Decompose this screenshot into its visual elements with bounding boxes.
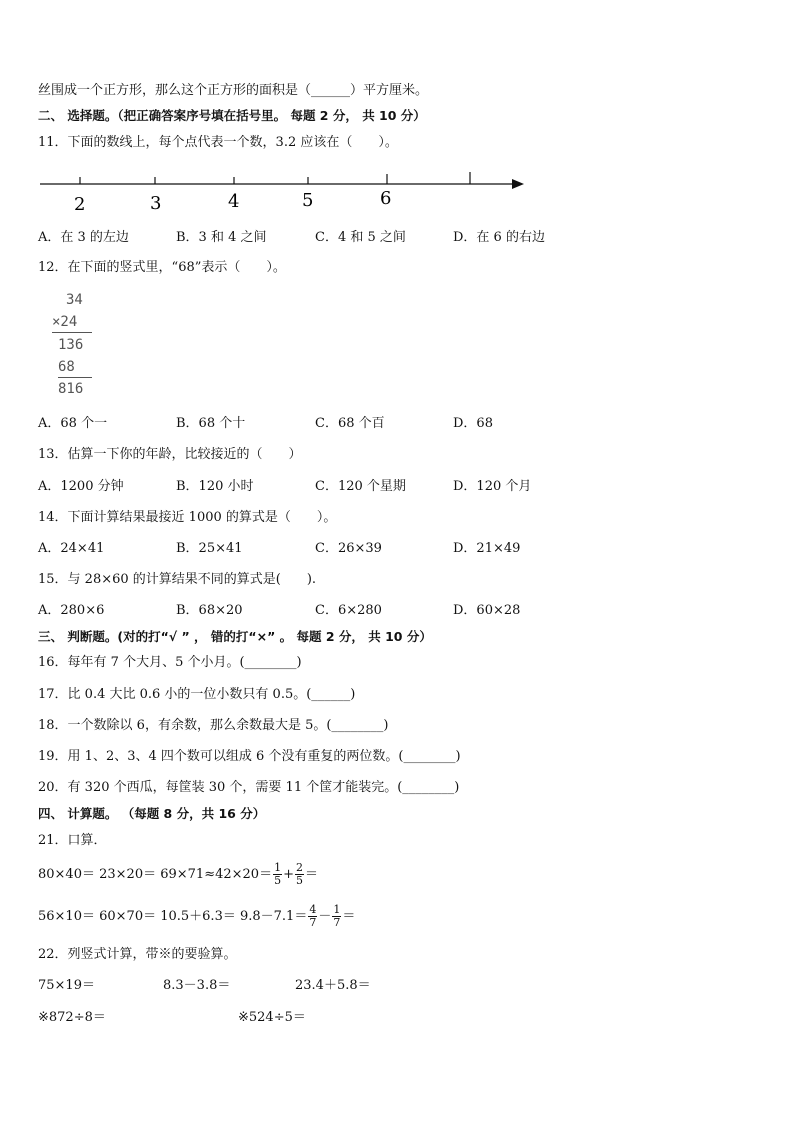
fraction-numerator: 2 xyxy=(295,861,303,874)
q22-item: 8.3－3.8＝ xyxy=(163,978,231,993)
q15-option-b: B．68×20 xyxy=(176,603,243,618)
fraction-denominator: 5 xyxy=(295,874,303,887)
section-2-heading: 二、 选择题。（把正确答案序号填在括号里。 每题 2 分， 共 10 分） xyxy=(38,108,426,123)
fraction xyxy=(295,862,304,887)
fraction xyxy=(308,904,317,929)
number-line-label: 5 xyxy=(302,190,314,211)
q11-option-b: B．3 和 4 之间 xyxy=(176,230,267,245)
q13-option-b: B．120 小时 xyxy=(176,479,254,494)
question-18: 18．一个数除以 6，有余数，那么余数最大是 5。(________) xyxy=(38,718,389,733)
equals: ＝ xyxy=(304,867,318,882)
question-16: 16．每年有 7 个大月、5 个小月。(________) xyxy=(38,655,302,670)
question-22: 22．列竖式计算，带※的要验算。 xyxy=(38,947,237,962)
operator: － xyxy=(318,909,332,924)
fraction xyxy=(273,862,282,887)
q21-row-2 xyxy=(38,904,355,930)
q13-option-d: D．120 个月 xyxy=(453,479,532,494)
number-line-label: 4 xyxy=(228,191,240,212)
section-3-heading: 三、 判断题。(对的打“√ ” ， 错的打“×” 。 每题 2 分， 共 10 分） xyxy=(38,629,432,644)
vertical-row: ×24 xyxy=(52,314,78,330)
q15-option-d: D．60×28 xyxy=(453,603,521,618)
question-21: 21．口算． xyxy=(38,833,107,848)
fraction-numerator: 1 xyxy=(274,861,282,874)
number-line-label: 6 xyxy=(380,188,392,209)
vertical-row: 136 xyxy=(58,337,84,353)
vertical-rule xyxy=(52,332,92,333)
equals: ＝ xyxy=(342,909,356,924)
operator: + xyxy=(283,867,294,882)
q22-item: ※524÷5＝ xyxy=(238,1010,306,1025)
q12-option-b: B．68 个十 xyxy=(176,416,246,431)
q14-option-a: A．24×41 xyxy=(38,541,105,556)
fraction-numerator: 4 xyxy=(309,903,317,916)
number-line-label: 2 xyxy=(74,194,86,215)
vertical-row: 68 xyxy=(58,359,75,375)
number-line xyxy=(38,168,530,216)
q15-option-a: A．280×6 xyxy=(38,603,105,618)
q14-option-b: B．25×41 xyxy=(176,541,243,556)
question-20: 20．有 320 个西瓜，每筐装 30 个，需要 11 个筐才能装完。(________) xyxy=(38,780,460,795)
question-17: 17．比 0.4 大比 0.6 小的一位小数只有 0.5。(______) xyxy=(38,687,356,702)
fraction-denominator: 7 xyxy=(309,916,317,929)
fraction xyxy=(332,904,341,929)
fraction-numerator: 1 xyxy=(333,903,341,916)
number-line-arrow xyxy=(512,179,524,189)
q14-option-c: C．26×39 xyxy=(315,541,382,556)
q21-row-1-text: 80×40＝ 23×20＝ 69×71≈42×20＝ xyxy=(38,867,273,882)
q21-row-2-text: 56×10＝ 60×70＝ 10.5＋6.3＝ 9.8－7.1＝ xyxy=(38,909,308,924)
q15-option-c: C．6×280 xyxy=(315,603,382,618)
question-19: 19．用 1、2、3、4 四个数可以组成 6 个没有重复的两位数。(________) xyxy=(38,749,461,764)
q12-option-a: A．68 个一 xyxy=(38,416,108,431)
number-line-label: 3 xyxy=(150,193,162,214)
question-12: 12．在下面的竖式里，“68”表示（ ）。 xyxy=(38,260,286,275)
q22-item: 75×19＝ xyxy=(38,978,95,993)
q13-option-c: C．120 个星期 xyxy=(315,479,406,494)
fraction-denominator: 7 xyxy=(333,916,341,929)
vertical-rule xyxy=(58,377,92,378)
vertical-row: 816 xyxy=(58,381,84,397)
q22-item: 23.4＋5.8＝ xyxy=(295,978,371,993)
top-line: 丝围成一个正方形，那么这个正方形的面积是（______）平方厘米。 xyxy=(38,83,429,98)
q21-row-1 xyxy=(38,862,318,888)
question-14: 14．下面计算结果最接近 1000 的算式是（ ）。 xyxy=(38,510,337,525)
q13-option-a: A．1200 分钟 xyxy=(38,479,124,494)
q12-option-c: C．68 个百 xyxy=(315,416,385,431)
fraction-denominator: 5 xyxy=(274,874,282,887)
question-13: 13．估算一下你的年龄，比较接近的（ ） xyxy=(38,447,302,462)
question-11: 11．下面的数线上，每个点代表一个数，3.2 应该在（ ）。 xyxy=(38,135,398,150)
q14-option-d: D．21×49 xyxy=(453,541,521,556)
q11-option-d: D．在 6 的右边 xyxy=(453,230,545,245)
vertical-row: 34 xyxy=(66,292,83,308)
q11-option-a: A．在 3 的左边 xyxy=(38,230,129,245)
q12-option-d: D．68 xyxy=(453,416,493,431)
section-4-heading: 四、 计算题。 （每题 8 分，共 16 分） xyxy=(38,806,266,821)
q11-option-c: C．4 和 5 之间 xyxy=(315,230,406,245)
question-15: 15．与 28×60 的计算结果不同的算式是( ). xyxy=(38,572,317,587)
q22-item: ※872÷8＝ xyxy=(38,1010,106,1025)
